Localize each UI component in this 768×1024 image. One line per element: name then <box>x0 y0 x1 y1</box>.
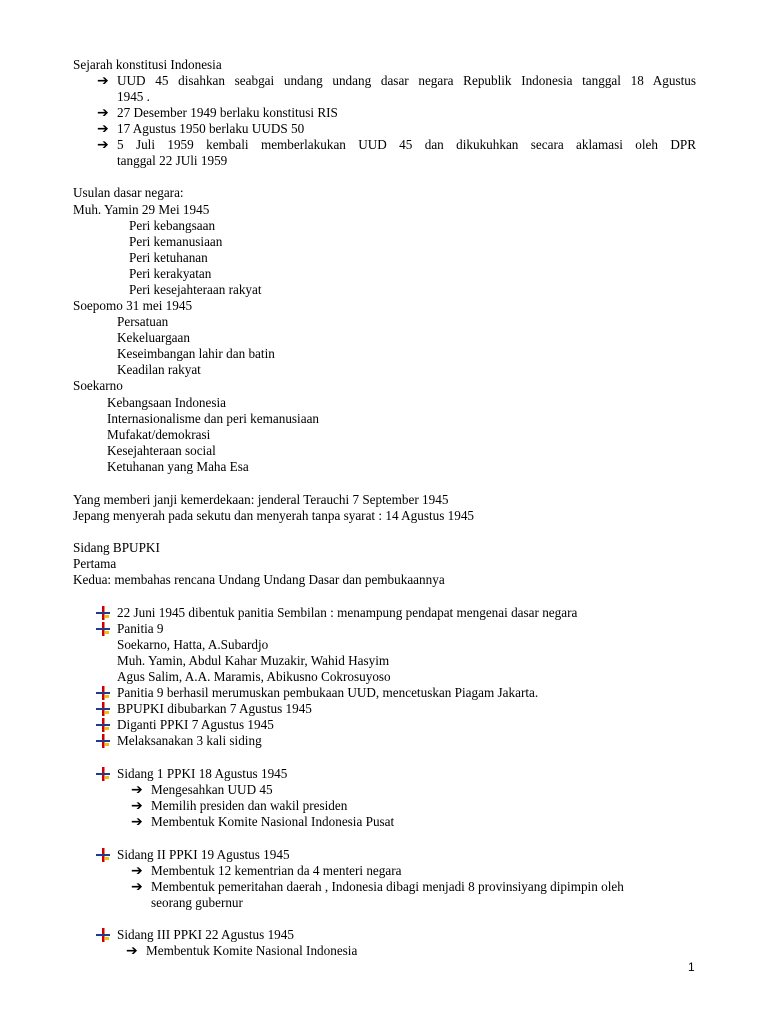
section-title-konstitusi: Sejarah konstitusi Indonesia <box>73 57 222 72</box>
soepomo-item: Persatuan <box>117 314 169 329</box>
pushpin-bullet-icon <box>96 928 110 942</box>
soekarno-name: Soekarno <box>73 378 123 393</box>
bpupki-item: Panitia 9 <box>117 621 164 636</box>
right-arrow-icon: ➔ <box>97 121 109 137</box>
right-arrow-icon: ➔ <box>131 863 143 879</box>
konstitusi-item-1-line2: 1945 . <box>117 89 150 104</box>
sidang1-item: Membentuk Komite Nasional Indonesia Pusat <box>151 814 395 829</box>
soekarno-item: Internasionalisme dan peri kemanusiaan <box>107 411 320 426</box>
pushpin-bullet-icon <box>96 686 110 700</box>
konstitusi-item-1-line1: UUD 45 disahkan seabgai undang undang dasar negara Republik Indonesia tanggal 18 Agustus <box>117 73 696 88</box>
yamin-item: Peri kemanusiaan <box>129 234 223 249</box>
yamin-name: Muh. Yamin 29 Mei 1945 <box>73 202 210 217</box>
pushpin-bullet-icon <box>96 606 110 620</box>
soepomo-item: Kekeluargaan <box>117 330 190 345</box>
pushpin-bullet-icon <box>96 622 110 636</box>
pushpin-bullet-icon <box>96 734 110 748</box>
bpupki-item: Diganti PPKI 7 Agustus 1945 <box>117 717 274 732</box>
panitia-member: Soekarno, Hatta, A.Subardjo <box>117 637 269 652</box>
soepomo-name: Soepomo 31 mei 1945 <box>73 298 193 313</box>
konstitusi-item-4-line1: 5 Juli 1959 kembali memberlakukan UUD 45 dan dikukuhkan secara aklamasi oleh DPR <box>117 137 696 152</box>
bpupki-item: 22 Juni 1945 dibentuk panitia Sembilan : menampung pendapat mengenai dasar negara <box>117 605 578 620</box>
right-arrow-icon: ➔ <box>126 943 138 959</box>
right-arrow-icon: ➔ <box>97 137 109 153</box>
sidang2-title: Sidang II PPKI 19 Agustus 1945 <box>117 847 290 862</box>
panitia-member: Agus Salim, A.A. Maramis, Abikusno Cokrosuyoso <box>117 669 391 684</box>
sidang3-title: Sidang III PPKI 22 Agustus 1945 <box>117 927 294 942</box>
yamin-item: Peri kerakyatan <box>129 266 212 281</box>
soepomo-item: Keadilan rakyat <box>117 362 201 377</box>
pushpin-bullet-icon <box>96 848 110 862</box>
yamin-item: Peri ketuhanan <box>129 250 208 265</box>
bpupki-item: Melaksanakan 3 kali siding <box>117 733 262 748</box>
janji-kemerdekaan: Yang memberi janji kemerdekaan: jenderal Terauchi 7 September 1945 <box>73 492 449 507</box>
soekarno-item: Ketuhanan yang Maha Esa <box>107 459 249 474</box>
bpupki-pertama: Pertama <box>73 556 117 571</box>
panitia-member: Muh. Yamin, Abdul Kahar Muzakir, Wahid Hasyim <box>117 653 390 668</box>
sidang2-item: Membentuk 12 kementrian da 4 menteri negara <box>151 863 402 878</box>
bpupki-item: BPUPKI dibubarkan 7 Agustus 1945 <box>117 701 312 716</box>
sidang1-title: Sidang 1 PPKI 18 Agustus 1945 <box>117 766 288 781</box>
right-arrow-icon: ➔ <box>131 782 143 798</box>
sidang2-item-line2: seorang gubernur <box>151 895 243 910</box>
soekarno-item: Kesejahteraan social <box>107 443 216 458</box>
right-arrow-icon: ➔ <box>131 798 143 814</box>
konstitusi-item-3: 17 Agustus 1950 berlaku UUDS 50 <box>117 121 305 136</box>
konstitusi-item-2: 27 Desember 1949 berlaku konstitusi RIS <box>117 105 338 120</box>
usulan-heading: Usulan dasar negara: <box>73 185 184 200</box>
sidang1-item: Memilih presiden dan wakil presiden <box>151 798 348 813</box>
yamin-item: Peri kebangsaan <box>129 218 216 233</box>
soekarno-item: Mufakat/demokrasi <box>107 427 211 442</box>
right-arrow-icon: ➔ <box>131 879 143 895</box>
right-arrow-icon: ➔ <box>97 105 109 121</box>
jepang-menyerah: Jepang menyerah pada sekutu dan menyerah tanpa syarat : 14 Agustus 1945 <box>73 508 475 523</box>
soepomo-item: Keseimbangan lahir dan batin <box>117 346 275 361</box>
right-arrow-icon: ➔ <box>97 73 109 89</box>
sidang2-item-line1: Membentuk pemeritahan daerah , Indonesia dibagi menjadi 8 provinsiyang dipimpin oleh <box>151 879 624 894</box>
bpupki-heading: Sidang BPUPKI <box>73 540 160 555</box>
bpupki-kedua: Kedua: membahas rencana Undang Undang Dasar dan pembukaannya <box>73 572 445 587</box>
right-arrow-icon: ➔ <box>131 814 143 830</box>
pushpin-bullet-icon <box>96 702 110 716</box>
pushpin-bullet-icon <box>96 718 110 732</box>
bpupki-item: Panitia 9 berhasil merumuskan pembukaan UUD, mencetuskan Piagam Jakarta. <box>117 685 539 700</box>
sidang1-item: Mengesahkan UUD 45 <box>151 782 273 797</box>
soekarno-item: Kebangsaan Indonesia <box>107 395 227 410</box>
yamin-item: Peri kesejahteraan rakyat <box>129 282 262 297</box>
page-number: 1 <box>688 960 695 974</box>
sidang3-item: Membentuk Komite Nasional Indonesia <box>146 943 358 958</box>
pushpin-bullet-icon <box>96 767 110 781</box>
konstitusi-item-4-line2: tanggal 22 JUli 1959 <box>117 153 228 168</box>
